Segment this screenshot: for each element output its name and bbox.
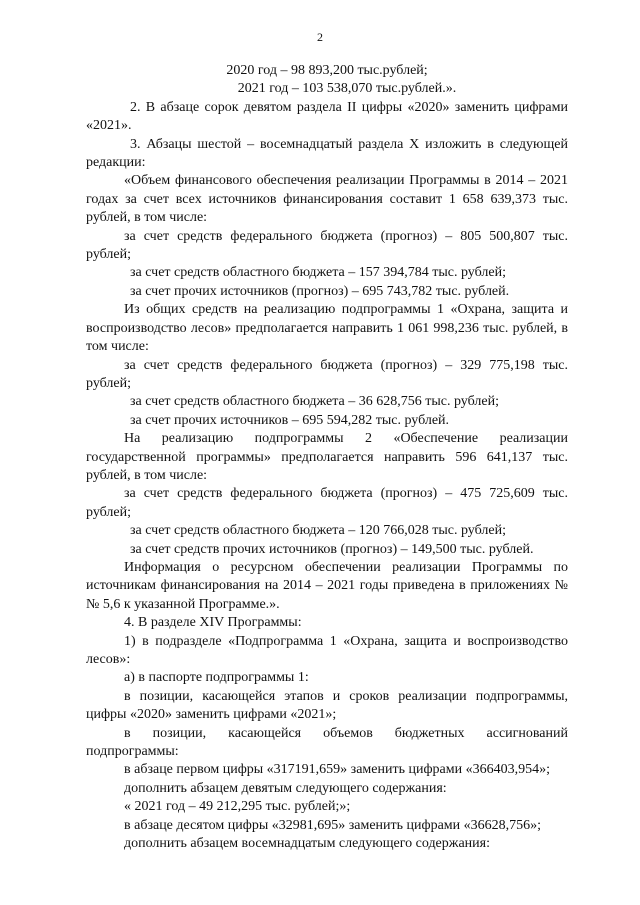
- paragraph: за счет средств федерального бюджета (прогноз) – 475 725,609 тыс. рублей;: [86, 486, 568, 520]
- paragraph: за счет прочих источников (прогноз) – 695 743,782 тыс. рублей.: [130, 283, 510, 299]
- paragraph: в абзаце десятом цифры «32981,695» заменить цифрами «36628,756»;: [124, 817, 542, 833]
- paragraph: На реализацию подпрограммы 2 «Обеспечение реализации государственной программы» предполагается направить 596 641,137 тыс. рублей, в том числе:: [86, 431, 568, 483]
- paragraph: « 2021 год – 49 212,295 тыс. рублей;»;: [124, 799, 351, 815]
- paragraph: дополнить абзацем восемнадцатым следующего содержания:: [124, 836, 490, 852]
- paragraph: за счет средств областного бюджета – 120 766,028 тыс. рублей;: [130, 523, 506, 539]
- text-line: 2020 год – 98 893,200 тыс.рублей;: [226, 63, 428, 78]
- paragraph: в абзаце первом цифры «317191,659» заменить цифрами «366403,954»;: [124, 762, 550, 778]
- paragraph: за счет прочих источников – 695 594,282 тыс. рублей.: [130, 412, 450, 428]
- paragraph: в позиции, касающейся этапов и сроков реализации подпрограммы, цифры «2020» заменить цифрами «2021»;: [86, 688, 568, 723]
- paragraph: за счет средств областного бюджета – 157 394,784 тыс. рублей;: [130, 265, 506, 281]
- page-number: 2: [317, 30, 323, 44]
- paragraph: Из общих средств на реализацию подпрограммы 1 «Охрана, защита и воспроизводство лесов» предполагается направить 1 061 998,236 тыс. рублей, в том числе:: [86, 302, 568, 355]
- paragraph: за счет средств федерального бюджета (прогноз) – 805 500,807 тыс. рублей;: [86, 228, 568, 263]
- paragraph: 2. В абзаце сорок девятом раздела II цифры «2020» заменить цифрами «2021».: [86, 99, 568, 134]
- paragraph: за счет средств прочих источников (прогноз) – 149,500 тыс. рублей.: [130, 541, 534, 557]
- paragraph: 1) в подразделе «Подпрограмма 1 «Охрана, защита и воспроизводство лесов»:: [86, 633, 568, 667]
- text-line: 2021 год – 103 538,070 тыс.рублей.».: [237, 81, 457, 97]
- paragraph: дополнить абзацем девятым следующего содержания:: [124, 780, 447, 796]
- paragraph: 4. В разделе XIV Программы:: [124, 615, 302, 631]
- paragraph: за счет средств федерального бюджета (прогноз) – 329 775,198 тыс. рублей;: [86, 357, 568, 391]
- paragraph: Информация о ресурсном обеспечении реализации Программы по источникам финансирования на 2014 – 2021 годы приведена в приложениях №№ 5,6 к указанной Программе.».: [86, 559, 568, 612]
- paragraph: за счет средств областного бюджета – 36 628,756 тыс. рублей;: [130, 394, 499, 410]
- paragraph: а) в паспорте подпрограммы 1:: [124, 670, 309, 686]
- document-body: [86, 62, 568, 853]
- paragraph: 3. Абзацы шестой – восемнадцатый раздела X изложить в следующей редакции:: [86, 136, 568, 171]
- paragraph: «Объем финансового обеспечения реализации Программы в 2014 – 2021 годах за счет всех источников финансирования составит 1 658 639,373 тыс. рублей, в том числе:: [86, 173, 568, 226]
- paragraph: в позиции, касающейся объемов бюджетных ассигнований подпрограммы:: [86, 725, 568, 760]
